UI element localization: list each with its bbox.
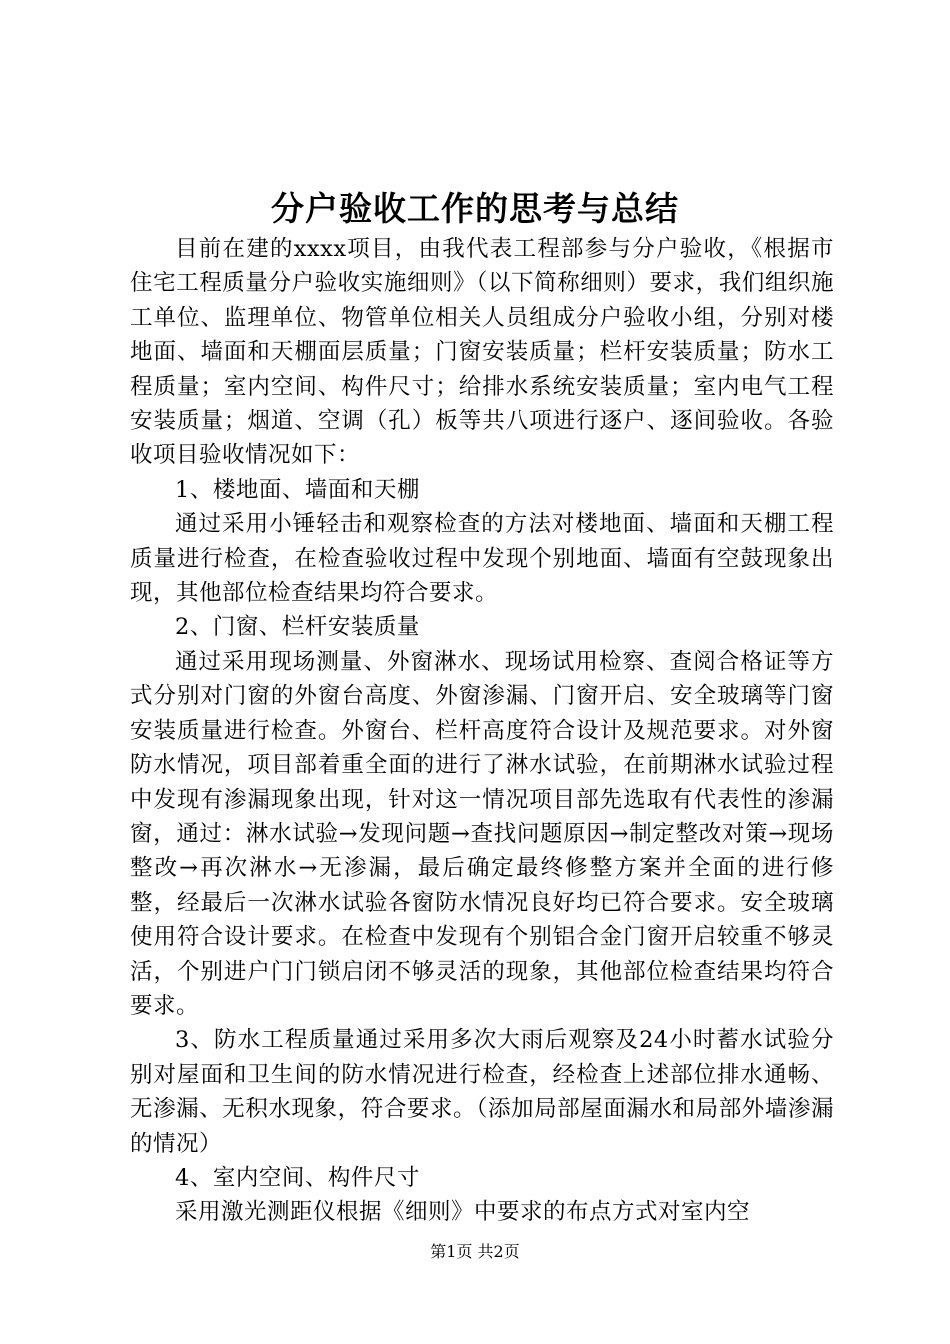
document-body bbox=[130, 232, 834, 1230]
page-title: 分户验收工作的思考与总结 bbox=[271, 189, 679, 228]
section-paragraph-4: 采用激光测距仪根据《细则》中要求的布点方式对室内空 bbox=[175, 1199, 751, 1226]
section-paragraph-1: 通过采用小锤轻击和观察检查的方法对楼地面、墙面和天棚工程质量进行检查，在检查验收过程中发现个别地面、墙面有空鼓现象出现，其他部位检查结果均符合要求。 bbox=[130, 511, 834, 607]
intro-paragraph: 目前在建的xxxx项目，由我代表工程部参与分户验收，《根据市住宅工程质量分户验收实施细则》（以下简称细则）要求，我们组织施工单位、监理单位、物管单位相关人员组成分户验收小组，分别对楼地面、墙面和天棚面层质量；门窗安装质量；栏杆安装质量；防水工程质量；室内空间、构件尺寸；给排水系统安装质量；室内电气工程安装质量；烟道、空调（孔）板等共八项进行逐户、逐间验收。各验收项目验收情况如下： bbox=[130, 236, 834, 469]
section-heading-4: 4、室内空间、构件尺寸 bbox=[175, 1164, 420, 1191]
page-footer: 第1页 共2页 bbox=[430, 1242, 520, 1261]
section-heading-2: 2、门窗、栏杆安装质量 bbox=[175, 614, 420, 641]
section-paragraph-3: 3、防水工程质量通过采用多次大雨后观察及24小时蓄水试验分别对屋面和卫生间的防水情况进行检查，经检查上述部位排水通畅、无渗漏、无积水现象，符合要求。（添加局部屋面漏水和局部外墙渗漏的情况） bbox=[130, 1027, 834, 1157]
section-paragraph-2: 通过采用现场测量、外窗淋水、现场试用检察、查阅合格证等方式分别对门窗的外窗台高度、外窗渗漏、门窗开启、安全玻璃等门窗安装质量进行检查。外窗台、栏杆高度符合设计及规范要求。对外窗防水情况，项目部着重全面的进行了淋水试验，在前期淋水试验过程中发现有渗漏现象出现，针对这一情况项目部先选取有代表性的渗漏窗，通过：淋水试验→发现问题→查找问题原因→制定整改对策→现场整改→再次淋水→无渗漏，最后确定最终修整方案并全面的进行修整，经最后一次淋水试验各窗防水情况良好均已符合要求。安全玻璃使用符合设计要求。在检查中发现有个别铝合金门窗开启较重不够灵活，个别进户门门锁启闭不够灵活的现象，其他部位检查结果均符合要求。 bbox=[130, 648, 834, 1019]
section-heading-1: 1、楼地面、墙面和天棚 bbox=[175, 476, 420, 503]
